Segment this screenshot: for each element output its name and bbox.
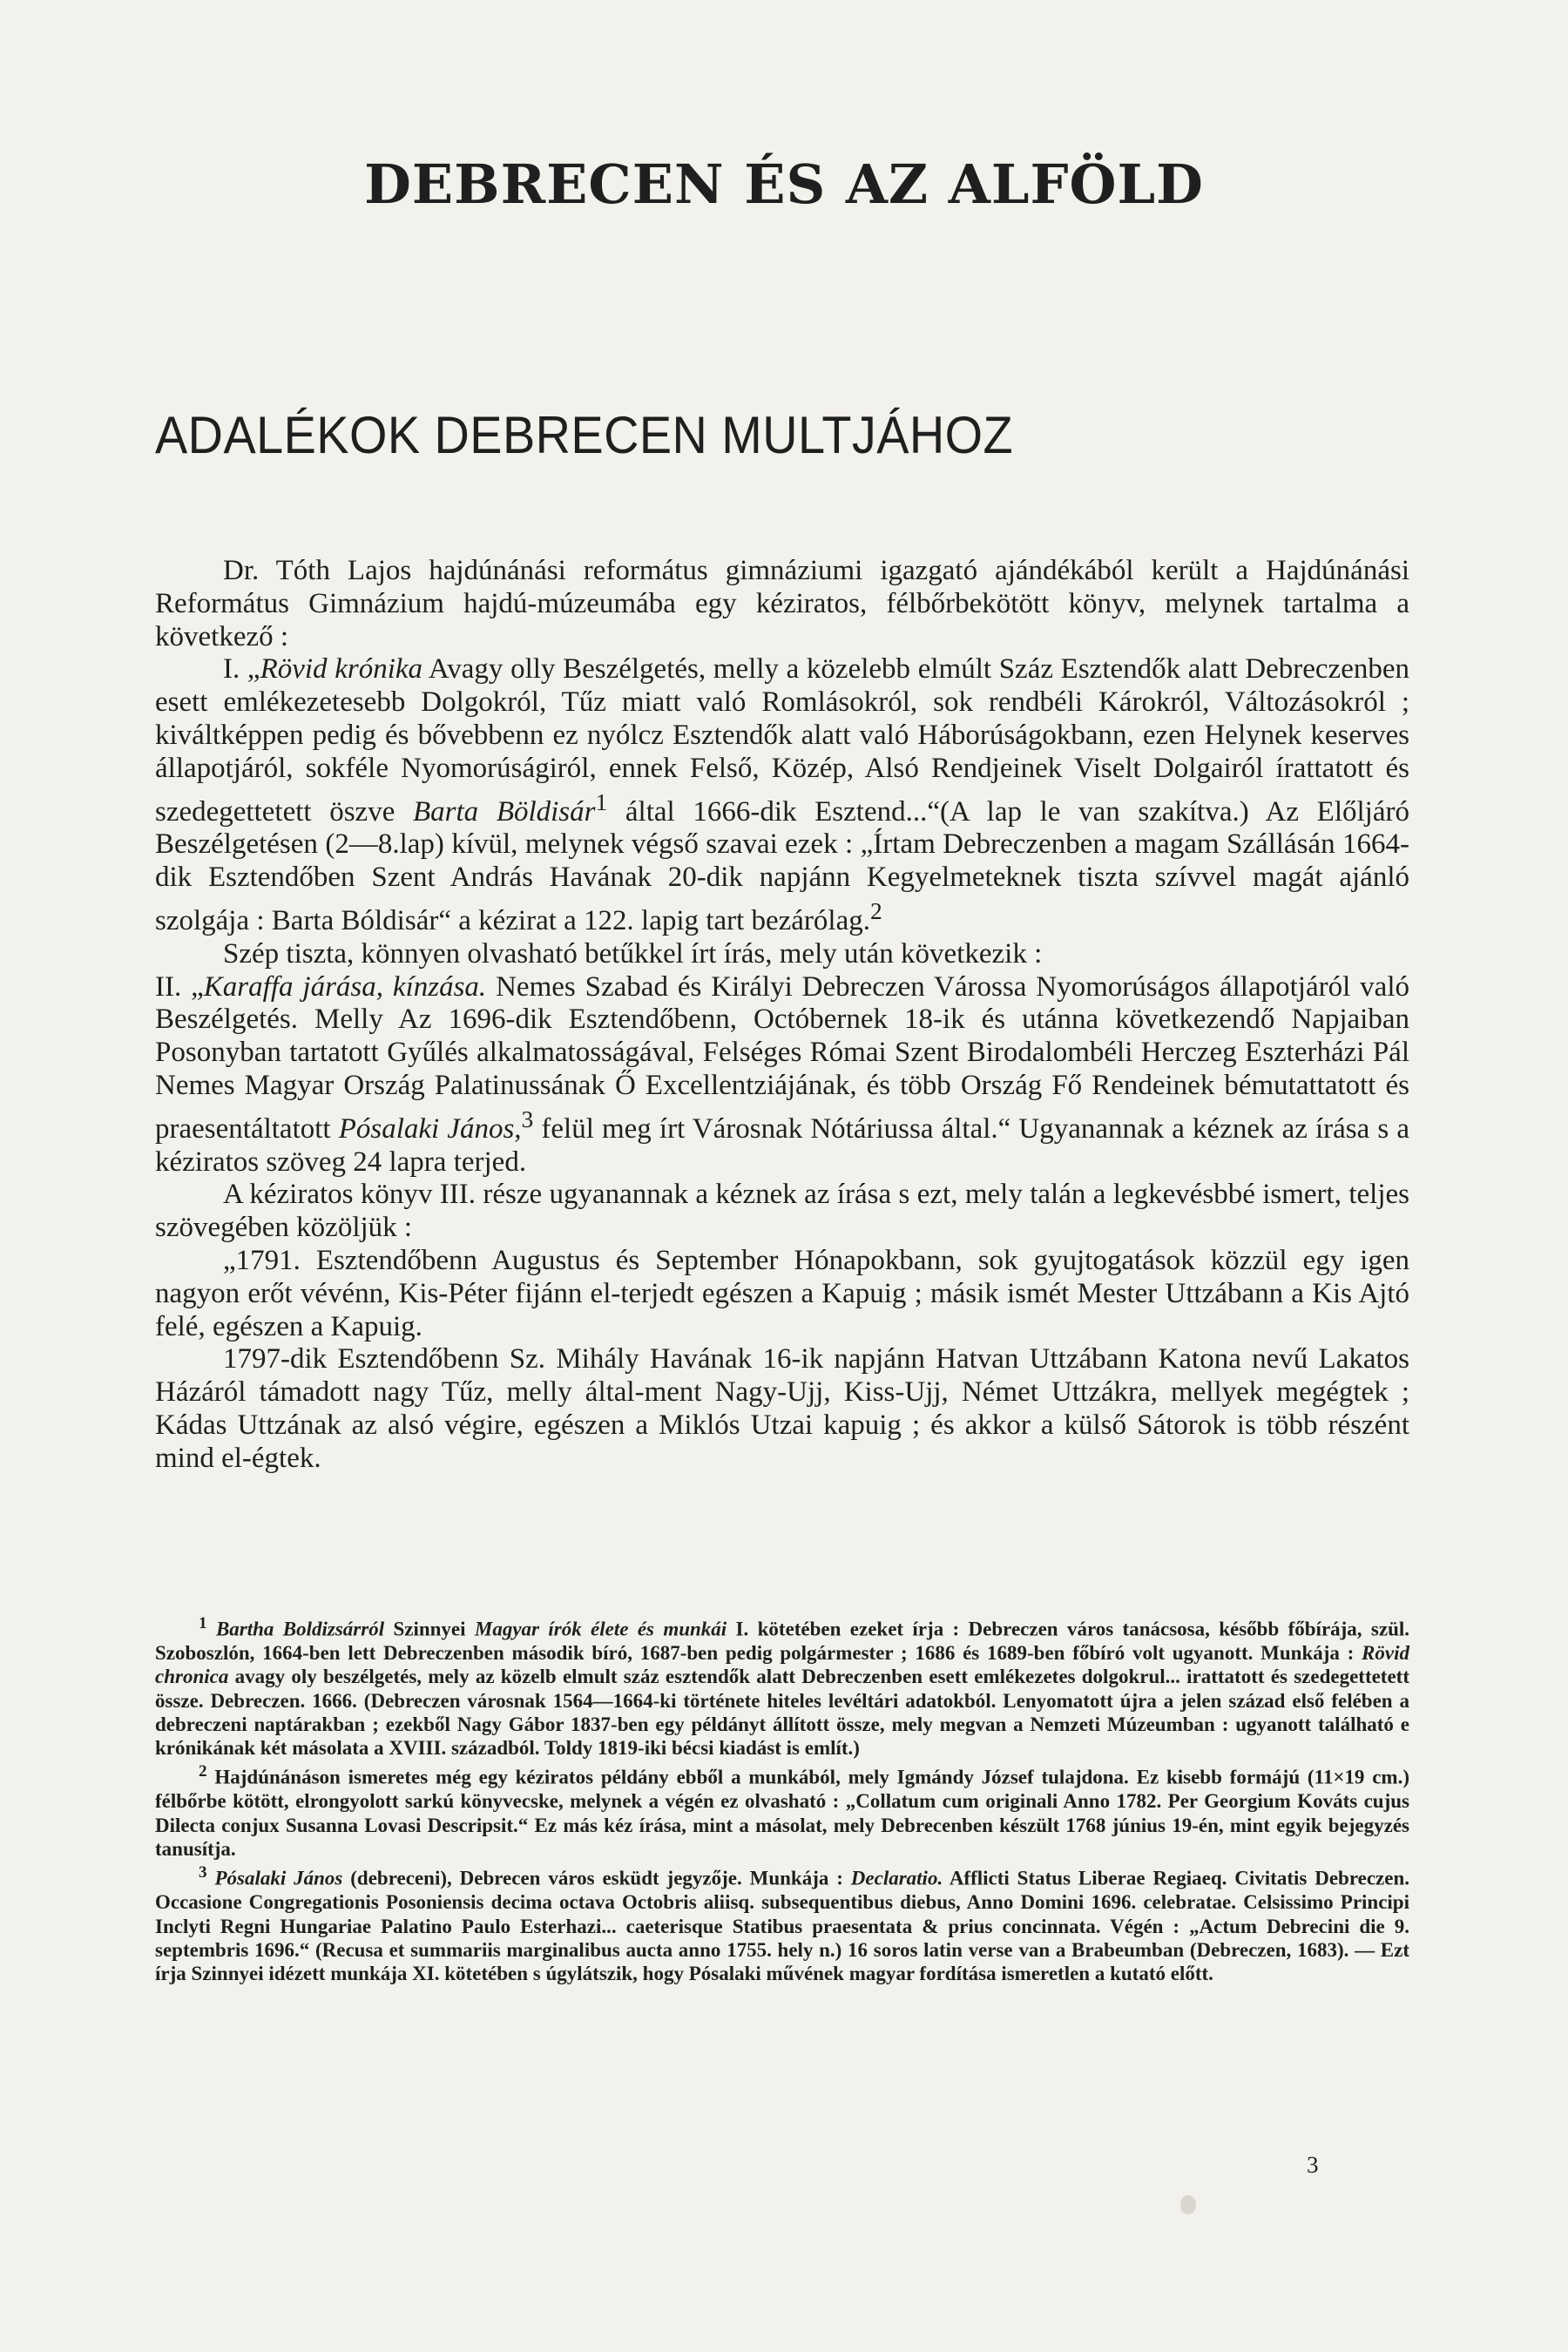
footnote-text: Afflicti Status Liberae Regiaeq. Civitatis Debreczen. Occasione Congregationis Posoniensis decima octava Octobris aliisq. subsequentibus diebus, Anno Domini 1696. celebratae. Celsissimo Principi Inclyti Regni Hungariae Palatino Paulo Esterhazi... caeterisque Statibus praesentata & prius concinnata. Végén : „Actum Debrecini die 9. septembris 1696.“ (Recusa et summariis marginalibus aucta anno 1755. hely n.) 16 soros latin verse van a Brabeumban (Debreczen, 1683). — Ezt írja Szinnyei idézett munkája XI. kötetében s úgylátszik, hogy Pósalaki művének magyar fordítása ismeretlen a kutató előtt. <box>155 1867 1410 1985</box>
paragraph-text: II. „ <box>155 970 204 1003</box>
paragraph-text: Avagy olly Beszélgetés, melly a közelebb elmúlt Száz Esztendők alatt Debreczenben esett emlékezetesebb Dolgokról, Tűz miatt való Romlásokról, sok rendbéli Károkról, Változásokról ; kiváltképpen pedig és bővebbenn ez nyólcz Esztendők alatt való Háborúságokbann, ezen Helynek keserves állapotjáról, sokféle Nyomorúságiról, ennek Felső, Közép, Alsó Rendjeinek Viselt Dolgairól írattatott és szedegettetett öszve <box>155 653 1409 828</box>
footnote-text: avagy oly beszélgetés, mely az közelb elmult száz esztendők alatt Debreczenben esett emlékezetes dolgokrul... irattatott és szedegettetett össze. Debreczen. 1666. (Debreczen városnak 1564—1664-ki története hiteles levéltári adatokból. Lenyomatott újra a jelen század első felében a debreczeni naptárakban ; ezekből Nagy Gábor 1837-ben egy példányt állított össze, mely megvan a Nemzeti Múzeumban : ugyanott található e krónikának két másolata a XVIII. századból. Toldy 1819-iki bécsi kiadást is említ.) <box>155 1666 1409 1760</box>
footnote-text: I. kötetében ezeket írja : Debreczen város tanácsosa, később főbírája, szül. Szoboszlón, 1664-ben lett Debreczenben második bíró, 1687-ben pedig polgármester ; 1686 és 1689-ben főbíró volt ugyanott. Munkája : <box>155 1618 1410 1664</box>
paragraph-text: Nemes Szabad és Királyi Debreczen Várossa Nyomorúságos állapotjáról való Beszélgetés. Melly Az 1696-dik Esztendőbenn, Octóbernek 18-ik és utánna következendő Napjaiban Posonyban tartatott Gyűlés alkalmatosságával, Felséges Római Szent Birodalombéli Herczeg Eszterházi Pál Nemes Magyar Ország Palatinussának Ő Excellentziájának, és több Ország Fő Rendeinek bémutattatott és praesentáltatott <box>155 970 1409 1145</box>
footnote-italic: Rövid chronica <box>155 1641 1409 1688</box>
footnote-italic: Bartha Boldizsárról <box>215 1618 385 1640</box>
footnote-italic: Pósalaki János <box>214 1867 343 1889</box>
paper-blemish <box>1180 2195 1196 2214</box>
paragraph-text: által 1666-dik Esztend...“(A lap le van szakítva.) Az Előljáró Beszélgetésen (2—8.lap) kívül, melynek végső szavai ezek : „Írtam Debreczenben a magam Szállásán 1664-dik Esztendőben Szent András Havának 20-dik napjánn Kegyelmeteknek tiszta szívvel magát ajánló szolgája : Barta Bóldisár“ a kézirat a 122. lapig tart bezárólag. <box>155 795 1409 936</box>
footnote-italic: Declaratio. <box>850 1867 943 1889</box>
page-heading: DEBRECEN ÉS AZ ALFÖLD <box>364 152 1204 216</box>
footnote <box>155 1612 1409 1760</box>
paragraph <box>155 1343 1409 1475</box>
footnote-text: Szinnyei <box>384 1618 475 1640</box>
page-number: 3 <box>1307 2152 1319 2178</box>
footnote-number: 3 <box>199 1863 207 1882</box>
footnote-italic: Magyar írók élete és munkái <box>474 1618 727 1640</box>
article-body <box>155 555 1409 1476</box>
paragraph <box>155 1179 1409 1245</box>
paragraph <box>155 1245 1409 1343</box>
paragraph-text: „1791. Esztendőbenn Augustus és September Hónapokbann, sok gyujtogatások közzül egy igen nagyon erőt vévénn, Kis-Péter fijánn el-terjedt egészen a Kapuig ; másik ismét Mester Uttzábann a Kis Ajtó felé, egészen a Kapuig. <box>155 1244 1409 1342</box>
paragraph-text: felül meg írt Városnak Nótáriussa által.“ Ugyanannak a kéznek az írása s a kéziratos szöveg 24 lapra terjed. <box>155 1112 1410 1178</box>
paragraph <box>155 971 1409 1179</box>
author-name: Barta Böldisár <box>413 795 596 828</box>
footnote <box>155 1760 1409 1861</box>
paragraph-text: I. „ <box>223 653 260 686</box>
footnote-number: 2 <box>199 1762 207 1781</box>
article-title: ADALÉKOK DEBRECEN MULTJÁHOZ <box>155 406 1014 464</box>
author-name: Pósalaki János, <box>338 1112 522 1145</box>
paragraph-text: A kéziratos könyv III. része ugyanannak a kéznek az írása s ezt, mely talán a legkevésbbé ismert, teljes szövegében közöljük : <box>155 1179 1409 1244</box>
footnote-text: (debreceni), Debrecen város esküdt jegyzője. Munkája : <box>342 1867 851 1889</box>
work-title: Karaffa járása, kínzása. <box>203 970 487 1003</box>
footnote-ref: 3 <box>521 1105 534 1132</box>
footnote-ref: 2 <box>870 896 882 924</box>
paragraph-text: 1797-dik Esztendőbenn Sz. Mihály Havának 16-ik napjánn Hatvan Uttzábann Katona nevű Lakatos Házáról támadott nagy Tűz, melly által-ment Nagy-Ujj, Kiss-Ujj, Német Uttzákra, mellyek megégtek ; Kádas Uttzának az alsó végire, egészen a Miklós Utzai kapuig ; és akkor a külső Sátorok is több részént mind el-égtek. <box>155 1343 1409 1474</box>
footnote-ref: 1 <box>595 787 608 815</box>
footnote-text: Hajdúnánáson ismeretes még egy kéziratos példány ebből a munkából, mely Igmándy József tulajdona. Ez kisebb formájú (11×19 cm.) félbőrbe kötött, elrongyolott sarkú könyvecske, melynek a végén ez olvasható : „Collatum cum originali Anno 1782. Per Georgium Kováts cujus Dilecta conjux Susanna Lovasi Descripsit.“ Ez más kéz írása, mint a másolat, mely Debrecenben készült 1768 június 19-én, mint egyik bejegyzés tanusítja. <box>155 1767 1409 1860</box>
paragraph <box>155 938 1409 971</box>
footnote <box>155 1861 1409 1985</box>
paragraph-text: Szép tiszta, könnyen olvasható betűkkel írt írás, mely után következik : <box>223 937 1043 970</box>
paragraph <box>155 555 1409 653</box>
paragraph-text: Dr. Tóth Lajos hajdúnánási református gimnáziumi igazgató ajándékából került a Hajdúnánási Református Gimnázium hajdú-múzeumába egy kéziratos, félbőrbekötött könyv, melynek tartalma a következő : <box>155 555 1409 652</box>
footnote-number: 1 <box>199 1614 207 1632</box>
footnotes <box>155 1612 1409 1985</box>
work-title: Rövid krónika <box>260 653 423 686</box>
paragraph <box>155 653 1409 937</box>
